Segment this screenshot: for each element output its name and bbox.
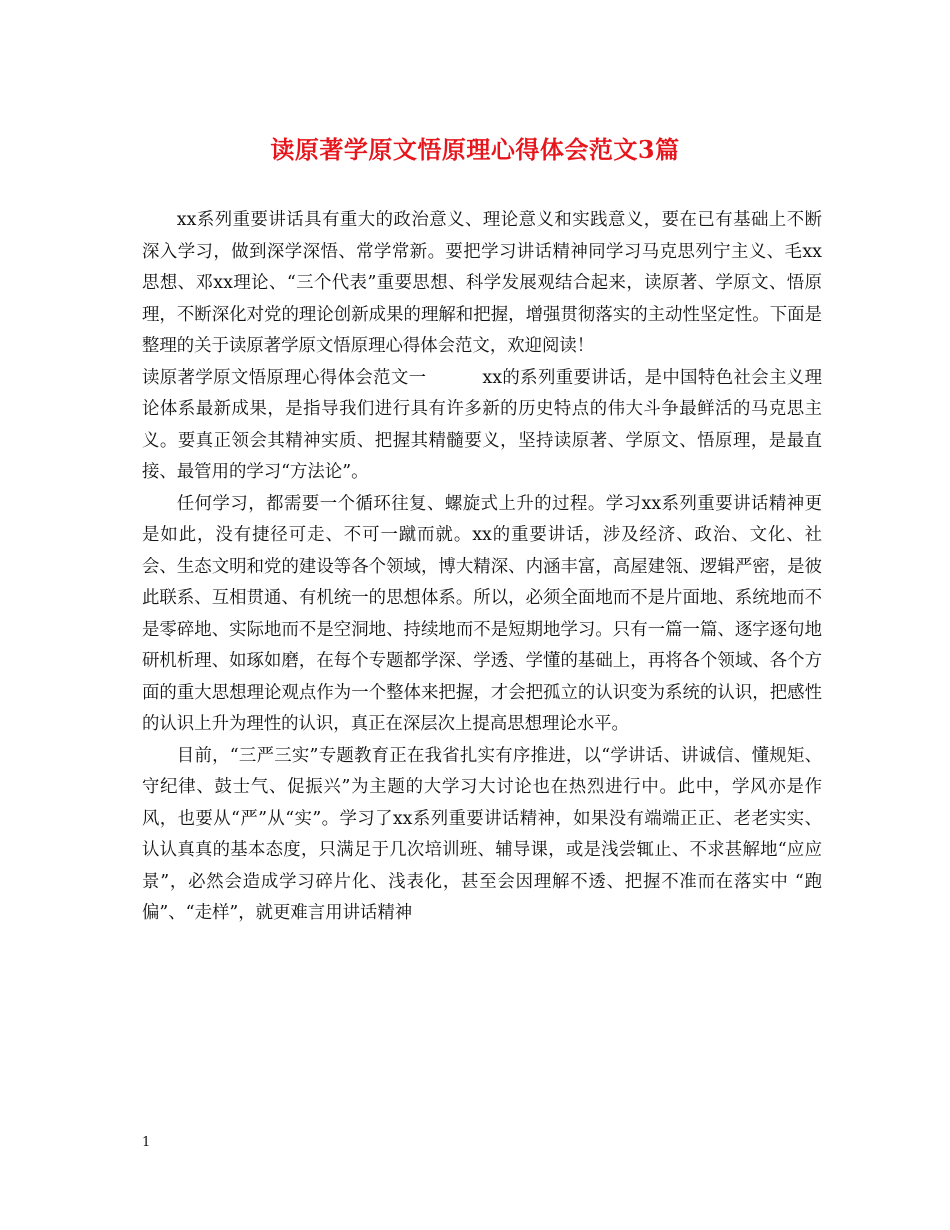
section-one-body: xx的系列重要讲话，是中国特色社会主义理论体系最新成果，是指导我们进行具有许多新的历史特点的伟大斗争最鲜活的马克思主义。要真正领会其精神实质、把握其精髓要义，坚持读原著、学原文、悟原理，是最直接、最管用的学习“方法论”。	[142, 367, 822, 482]
intro-paragraph: xx系列重要讲话具有重大的政治意义、理论意义和实践意义，要在已有基础上不断深入学习，做到深学深悟、常学常新。要把学习讲话精神同学习马克思列宁主义、毛xx思想、邓xx理论、“三个代表”重要思想、科学发展观结合起来，读原著、学原文、悟原理，不断深化对党的理论创新成果的理解和把握，增强贯彻落实的主动性坚定性。下面是整理的关于读原著学原文悟原理心得体会范文，欢迎阅读！	[142, 210, 822, 356]
document-title: 读原著学原文悟原理心得体会范文3篇	[270, 135, 680, 164]
paragraph-two: 任何学习，都需要一个循环往复、螺旋式上升的过程。学习xx系列重要讲话精神更是如此，没有捷径可走、不可一蹴而就。xx的重要讲话，涉及经济、政治、文化、社会、生态文明和党的建设等各个领域，博大精深、内涵丰富，高屋建瓴、逻辑严密，是彼此联系、互相贯通、有机统一的思想体系。所以，必须全面地而不是片面地、系统地而不是零碎地、实际地而不是空洞地、持续地而不是短期地学习。只有一篇一篇、逐字逐句地研机析理、如琢如磨，在每个专题都学深、学透、学懂的基础上，再将各个领域、各个方面的重大思想理论观点作为一个整体来把握，才会把孤立的认识变为系统的认识，把感性的认识上升为理性的认识，真正在深层次上提高思想理论水平。	[142, 493, 822, 734]
page-number: 1	[142, 1135, 151, 1150]
paragraph-three: 目前，“三严三实”专题教育正在我省扎实有序推进，以“学讲话、讲诚信、懂规矩、守纪律、鼓士气、促振兴”为主题的大学习大讨论也在热烈进行中。此中，学风亦是作风，也要从“严”从“实”。学习了xx系列重要讲话精神，如果没有端端正正、老老实实、认认真真的基本态度，只满足于几次培训班、辅导课，或是浅尝辄止、不求甚解地“应应景”，必然会造成学习碎片化、浅表化，甚至会因理解不透、把握不准而在落实中 “跑偏”、“走样”，就更难言用讲话精神	[142, 745, 822, 923]
section-one-paragraph	[142, 363, 822, 489]
section-one-heading: 读原著学原文悟原理心得体会范文一	[142, 367, 427, 388]
document-body	[142, 205, 822, 930]
